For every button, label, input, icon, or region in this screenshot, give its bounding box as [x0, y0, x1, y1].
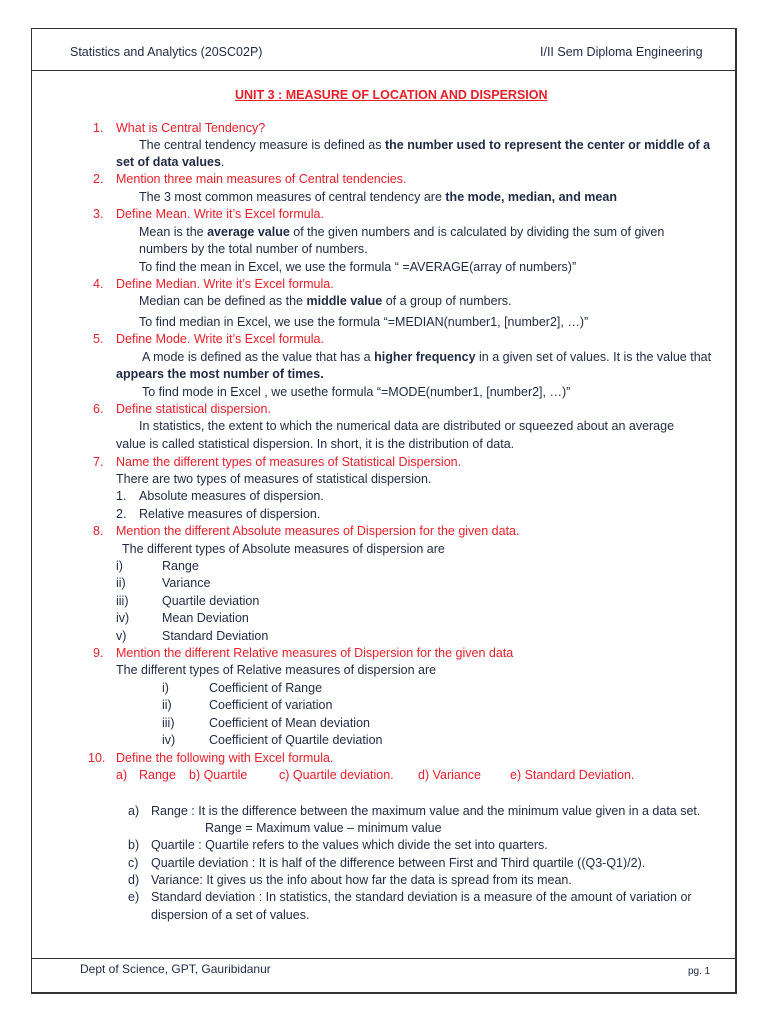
list-item-number: i)	[116, 559, 123, 573]
header-semester: I/II Sem Diploma Engineering	[540, 45, 703, 59]
q9-number: 9.	[93, 646, 104, 660]
q6-number: 6.	[93, 402, 104, 416]
q1-answer-line1: The central tendency measure is defined as the number used to represent the center or middle of a	[139, 138, 711, 152]
definition-text: Standard deviation : In statistics, the standard deviation is a measure of the amount of variation or	[151, 890, 692, 904]
list-item: Relative measures of dispersion.	[139, 507, 321, 521]
q3-question: Define Mean. Write it’s Excel formula.	[116, 207, 324, 221]
q5-answer-line1: A mode is defined as the value that has a higher frequency in a given set of values. It is the value that	[142, 350, 712, 364]
header-course: Statistics and Analytics (20SC02P)	[70, 45, 263, 59]
q8-number: 8.	[93, 524, 104, 538]
list-item-number: iii)	[162, 716, 175, 730]
q10-option: e) Standard Deviation.	[510, 768, 635, 782]
list-item-number: iv)	[162, 733, 176, 747]
q8-answer: The different types of Absolute measures of dispersion are	[122, 542, 445, 556]
q9-answer: The different types of Relative measures of dispersion are	[116, 663, 437, 677]
q10-question: Define the following with Excel formula.	[116, 751, 334, 765]
q4-excel-formula: To find median in Excel, we use the formula “=MEDIAN(number1, [number2], …)”	[139, 315, 589, 329]
q4-number: 4.	[93, 277, 104, 291]
q4-answer-line1: Median can be defined as the middle value of a group of numbers.	[139, 294, 512, 308]
footer-department: Dept of Science, GPT, Gauribidanur	[80, 962, 271, 976]
q4-question: Define Median. Write it’s Excel formula.	[116, 277, 334, 291]
q2-question: Mention three main measures of Central tendencies.	[116, 172, 407, 186]
q10-option: b) Quartile	[189, 768, 248, 782]
definition-marker: b)	[128, 838, 140, 852]
definition-marker: c)	[128, 856, 139, 870]
q1-question: What is Central Tendency?	[116, 121, 266, 135]
list-item-number: 1.	[116, 489, 127, 503]
q3-number: 3.	[93, 207, 104, 221]
list-item: Mean Deviation	[162, 611, 249, 625]
q10-option-marker: a)	[116, 768, 128, 782]
list-item: Coefficient of Range	[209, 681, 323, 695]
list-item-number: i)	[162, 681, 169, 695]
list-item: Quartile deviation	[162, 594, 260, 608]
q5-question: Define Mode. Write it’s Excel formula.	[116, 332, 324, 346]
q3-excel-formula: To find the mean in Excel, we use the formula “ =AVERAGE(array of numbers)”	[139, 260, 577, 274]
definition-text: Variance: It gives us the info about how far the data is spread from its mean.	[151, 873, 572, 887]
q6-question: Define statistical dispersion.	[116, 402, 271, 416]
list-item: Coefficient of variation	[209, 698, 333, 712]
footer-rule	[31, 958, 737, 959]
q7-number: 7.	[93, 455, 104, 469]
definition-text: Quartile deviation : It is half of the difference between First and Third quartile ((Q3-Q1)/2).	[151, 856, 646, 870]
definition-text: Quartile : Quartile refers to the values which divide the set into quarters.	[151, 838, 548, 852]
q2-number: 2.	[93, 172, 104, 186]
q7-question: Name the different types of measures of Statistical Dispersion.	[116, 455, 462, 469]
definition-text: Range : It is the difference between the maximum value and the minimum value given in a data set.	[151, 804, 701, 818]
page-title: UNIT 3 : MEASURE OF LOCATION AND DISPERSION	[235, 88, 548, 102]
q5-excel-formula: To find mode in Excel , we usethe formula “=MODE(number1, [number2], …)”	[142, 385, 571, 399]
q10-number: 10.	[88, 751, 106, 765]
q8-question: Mention the different Absolute measures of Dispersion for the given data.	[116, 524, 520, 538]
q9-question: Mention the different Relative measures of Dispersion for the given data	[116, 646, 514, 660]
list-item: Standard Deviation	[162, 629, 269, 643]
list-item-number: v)	[116, 629, 127, 643]
header-rule	[31, 70, 737, 71]
q7-answer: There are two types of measures of statistical dispersion.	[116, 472, 432, 486]
page-number: pg. 1	[688, 966, 711, 977]
q6-answer-line2: value is called statistical dispersion. In short, it is the distribution of data.	[116, 437, 515, 451]
q6-answer-line1: In statistics, the extent to which the numerical data are distributed or squeezed about an average	[139, 419, 675, 433]
q10-option: Range	[139, 768, 176, 782]
range-formula: Range = Maximum value – minimum value	[205, 821, 442, 835]
list-item: Absolute measures of dispersion.	[139, 489, 324, 503]
list-item-number: iii)	[116, 594, 129, 608]
definition-marker: d)	[128, 873, 140, 887]
q10-option: d) Variance	[418, 768, 481, 782]
q5-answer-line2: appears the most number of times.	[116, 367, 324, 381]
q1-answer-line2: set of data values.	[116, 155, 225, 169]
q5-number: 5.	[93, 332, 104, 346]
list-item: Range	[162, 559, 199, 573]
q10-option: c) Quartile deviation.	[279, 768, 394, 782]
list-item-number: ii)	[116, 576, 126, 590]
list-item: Coefficient of Quartile deviation	[209, 733, 383, 747]
list-item-number: iv)	[116, 611, 130, 625]
definition-marker: a)	[128, 804, 140, 818]
q2-answer: The 3 most common measures of central tendency are the mode, median, and mean	[139, 190, 617, 204]
list-item-number: 2.	[116, 507, 127, 521]
q3-answer-line2: numbers by the total number of numbers.	[139, 242, 368, 256]
list-item: Variance	[162, 576, 211, 590]
definition-text: dispersion of a set of values.	[151, 908, 310, 922]
q3-answer-line1: Mean is the average value of the given numbers and is calculated by dividing the sum of given	[139, 225, 665, 239]
definition-marker: e)	[128, 890, 140, 904]
list-item-number: ii)	[162, 698, 172, 712]
list-item: Coefficient of Mean deviation	[209, 716, 370, 730]
q1-number: 1.	[93, 121, 104, 135]
